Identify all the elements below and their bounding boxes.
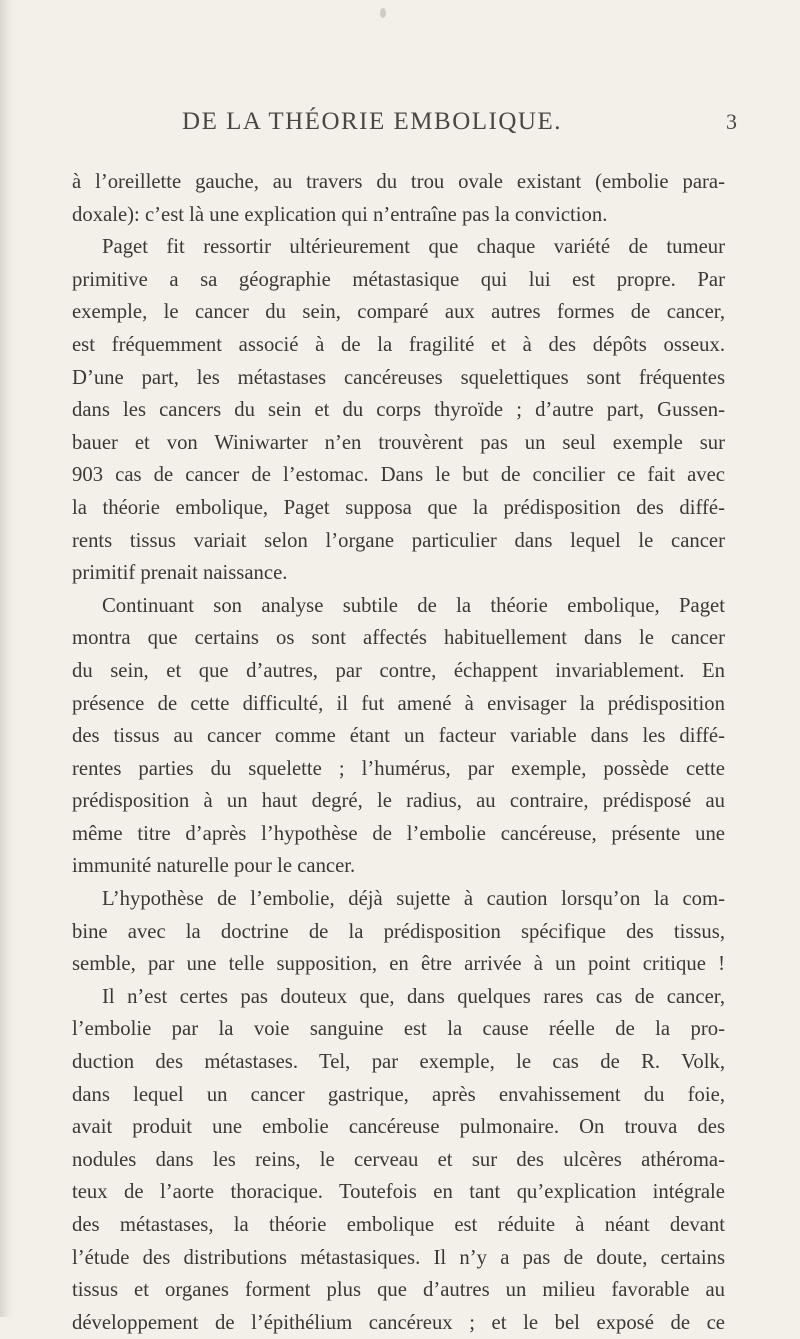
text-line: rentes parties du squelette ; l’humérus, par exemple, possède cette bbox=[72, 757, 725, 780]
text-line: du sein, et que d’autres, par contre, échappent invariablement. En bbox=[72, 659, 725, 682]
text-line: bauer et von Winiwarter n’en trouvèrent pas un seul exemple sur bbox=[72, 431, 725, 454]
ink-speck bbox=[380, 8, 386, 18]
text-line: même titre d’après l’hypothèse de l’embolie cancéreuse, présente une bbox=[72, 822, 725, 845]
text-line: semble, par une telle supposition, en être arrivée à un point critique ! bbox=[72, 953, 725, 976]
text-line: l’embolie par la voie sanguine est la cause réelle de la pro- bbox=[72, 1018, 725, 1041]
text-line: 903 cas de cancer de l’estomac. Dans le but de concilier ce fait avec bbox=[72, 464, 725, 487]
text-line: à l’oreillette gauche, au travers du trou ovale existant (embolie para- bbox=[72, 171, 725, 193]
text-line: primitif prenait naissance. bbox=[72, 562, 288, 585]
text-line: exemple, le cancer du sein, comparé aux autres formes de cancer, bbox=[72, 301, 725, 324]
text-line: développement de l’épithélium cancéreux ; et le bel exposé de ce bbox=[72, 1311, 725, 1334]
text-line: des tissus au cancer comme étant un facteur variable dans les diffé- bbox=[72, 725, 725, 748]
text-line: teux de l’aorte thoracique. Toutefois en tant qu’explication intégrale bbox=[72, 1181, 725, 1204]
running-title: DE LA THÉORIE EMBOLIQUE. bbox=[182, 108, 562, 135]
text-line: avait produit une embolie cancéreuse pulmonaire. On trouva des bbox=[72, 1116, 725, 1139]
text-line: des métastases, la théorie embolique est réduite à néant devant bbox=[72, 1214, 725, 1236]
text-line: la théorie embolique, Paget supposa que la prédisposition des diffé- bbox=[72, 496, 725, 519]
text-line: prédisposition à un haut degré, le radius, au contraire, prédisposé au bbox=[72, 790, 725, 813]
text-line: dans lequel un cancer gastrique, après envahissement du foie, bbox=[72, 1083, 725, 1106]
text-line: L’hypothèse de l’embolie, déjà sujette à caution lorsqu’on la com- bbox=[102, 888, 725, 911]
binding-shadow bbox=[0, 0, 14, 1317]
text-line: D’une part, les métastases cancéreuses squelettiques sont fréquentes bbox=[72, 366, 725, 389]
text-line: est fréquemment associé à de la fragilité et à des dépôts osseux. bbox=[72, 333, 725, 356]
text-line: montra que certains os sont affectés habituellement dans le cancer bbox=[72, 627, 725, 650]
text-line: présence de cette difficulté, il fut amené à envisager la prédisposition bbox=[72, 692, 725, 715]
text-line: Continuant son analyse subtile de la théorie embolique, Paget bbox=[102, 594, 725, 617]
text-line: dans les cancers du sein et du corps thyroïde ; d’autre part, Gussen- bbox=[72, 399, 725, 422]
text-line: primitive a sa géographie métastasique qui lui est propre. Par bbox=[72, 268, 725, 291]
text-line: tissus et organes forment plus que d’autres un milieu favorable au bbox=[72, 1279, 725, 1302]
text-line: bine avec la doctrine de la prédisposition spécifique des tissus, bbox=[72, 920, 725, 943]
text-line: l’étude des distributions métastasiques. Il n’y a pas de doute, certains bbox=[72, 1246, 725, 1269]
text-line: doxale): c’est là une explication qui n’entraîne pas la conviction. bbox=[72, 203, 608, 226]
text-line: duction des métastases. Tel, par exemple, le cas de R. Volk, bbox=[72, 1051, 725, 1074]
page-number: 3 bbox=[726, 109, 737, 134]
text-line: Paget fit ressortir ultérieurement que chaque variété de tumeur bbox=[102, 236, 725, 259]
text-line: rents tissus variait selon l’organe particulier dans lequel le cancer bbox=[72, 529, 725, 552]
text-line: nodules dans les reins, le cerveau et sur des ulcères athéroma- bbox=[72, 1148, 725, 1171]
text-line: Il n’est certes pas douteux que, dans quelques rares cas de cancer, bbox=[102, 985, 725, 1008]
body-text bbox=[72, 166, 725, 1339]
text-line: immunité naturelle pour le cancer. bbox=[72, 855, 356, 878]
running-head bbox=[0, 108, 800, 138]
